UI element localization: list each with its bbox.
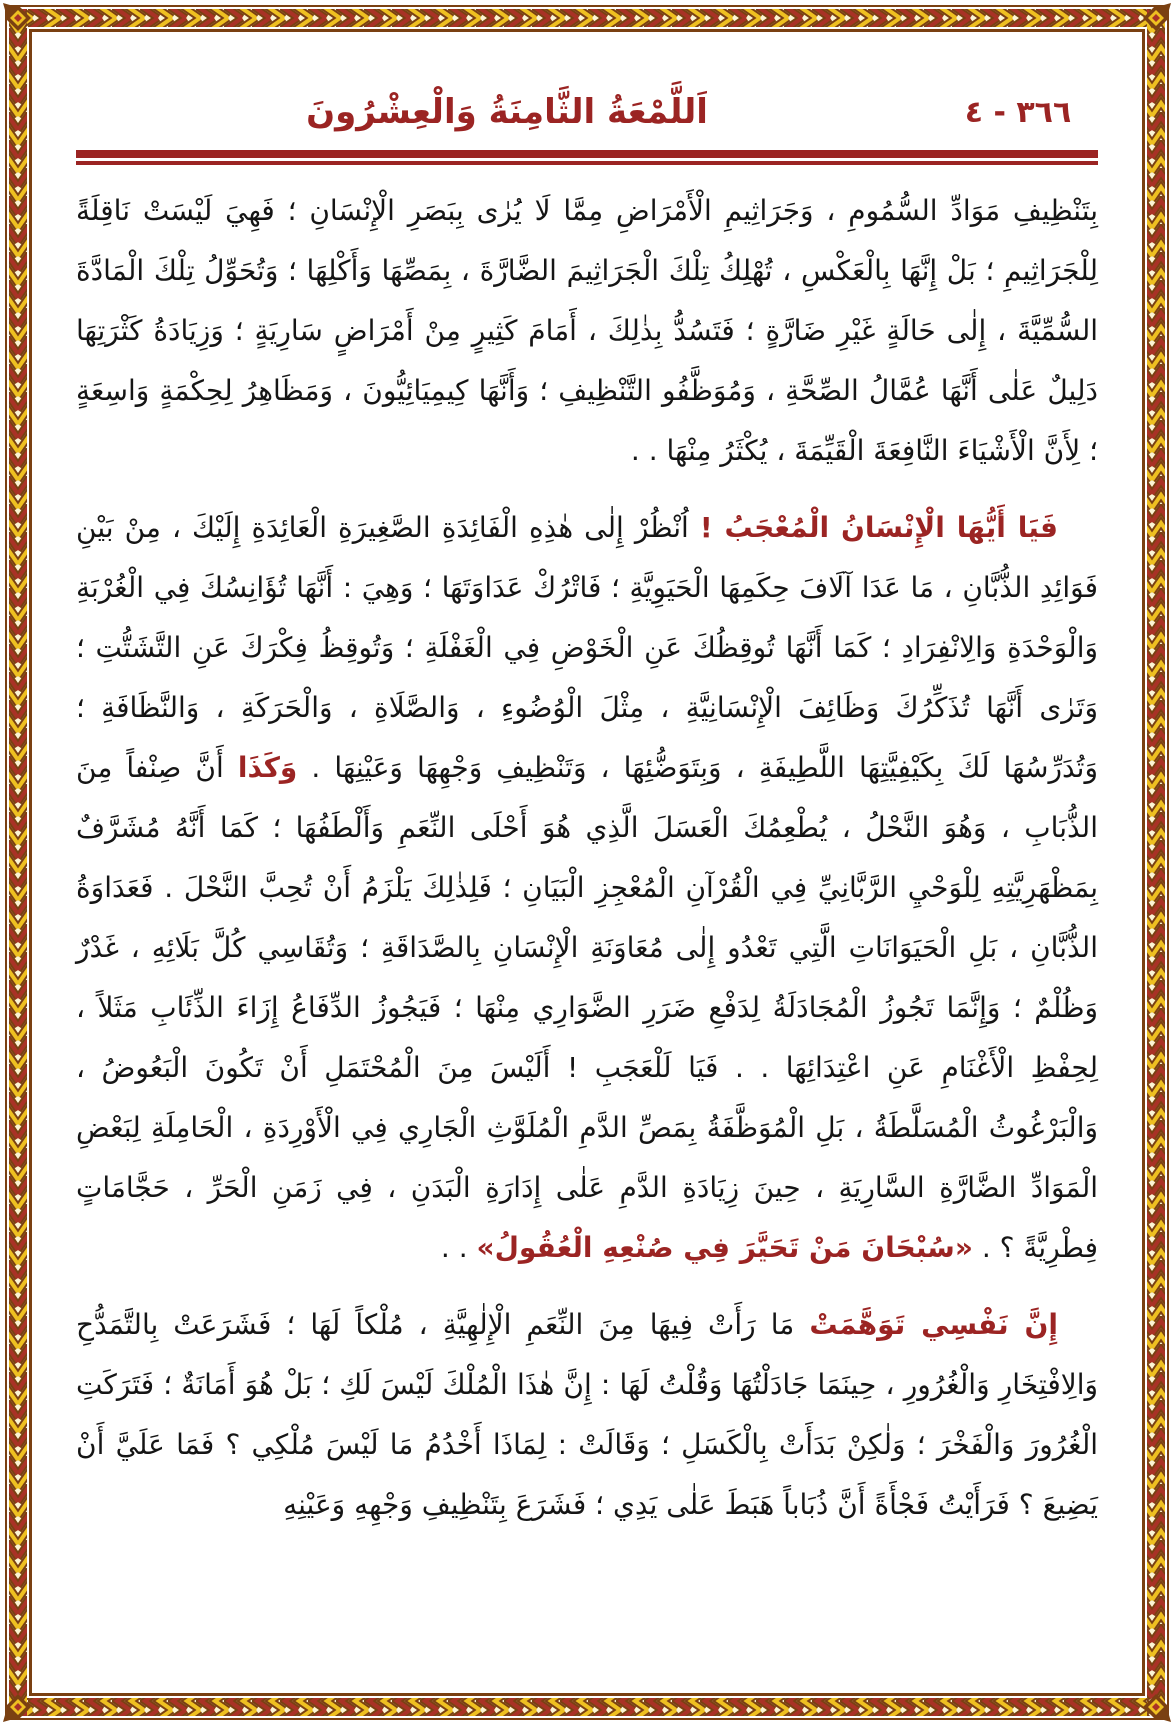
page-header: [76, 78, 1098, 146]
border-band-top: [9, 9, 1165, 27]
paragraph-3-text: مَا رَأَتْ فِيهَا مِنَ النِّعَمِ الْإِلٰهِيَّةِ ، مُلْكاً لَهَا ؛ فَشَرَعَتْ بِالتَّمَدُّحِ وَالِافْتِخَارِ وَالْغُرُورِ ، حِينَمَا جَادَلْتُهَا وَقُلْتُ لَهَا : إِنَّ هٰذَا الْمُلْكَ لَيْسَ لَكِ ؛ بَلْ هُوَ أَمَانَةٌ ؛ فَتَرَكَتِ الْغُرُورَ وَالْفَخْرَ ؛ وَلٰكِنْ بَدَأَتْ بِالْكَسَلِ ؛ وَقَالَتْ : لِمَاذَا أَخْدُمُ مَا لَيْسَ مُلْكِي ؟ فَمَا عَلَيَّ أَنْ يَضِيعَ ؟ فَرَأَيْتُ فَجْأَةً أَنَّ ذُبَاباً هَبَطَ عَلٰى يَدِي ؛ فَشَرَعَ بِتَنْظِيفِ وَجْهِهِ وَعَيْنِهِ: [76, 1308, 1098, 1521]
border-band-bottom: [9, 1698, 1165, 1716]
paragraph-2-text-3: . .: [440, 1231, 477, 1264]
paragraph-1-text: بِتَنْظِيفِ مَوَادِّ السُّمُومِ ، وَجَرَاثِيمِ الْأَمْرَاضِ مِمَّا لَا يُرٰى بِبَصَرِ الْإِنْسَانِ ؛ فَهِيَ لَيْسَتْ نَاقِلَةً لِلْجَرَاثِيمِ ؛ بَلْ إِنَّهَا بِالْعَكْسِ ، تُهْلِكُ تِلْكَ الْجَرَاثِيمَ الضَّارَّةَ ، بِمَصِّهَا وَأَكْلِهَا ؛ وَتُحَوِّلُ تِلْكَ الْمَادَّةَ السُّمِّيَّةَ ، إِلٰى حَالَةٍ غَيْرِ ضَارَّةٍ ؛ فَتَسُدُّ بِذٰلِكَ ، أَمَامَ كَثِيرٍ مِنْ أَمْرَاضٍ سَارِيَةٍ ؛ وَزِيَادَةُ كَثْرَتِهَا دَلِيلٌ عَلٰى أَنَّهَا عُمَّالُ الصِّحَّةِ ، وَمُوَظَّفُو التَّنْظِيفِ ؛ وَأَنَّهَا كِيمِيَائِيُّونَ ، وَمَظَاهِرُ لِحِكْمَةٍ وَاسِعَةٍ ؛ لِأَنَّ الْأَشْيَاءَ النَّافِعَةَ الْقَيِّمَةَ ، يُكْثَرُ مِنْهَا . .: [76, 194, 1098, 467]
paragraph-3-red-opener: إِنَّ نَفْسِي تَوَهَّمَتْ: [809, 1308, 1058, 1341]
header-double-rule: [76, 150, 1098, 165]
paragraph-2: [76, 498, 1098, 1278]
paragraph-2-text-2: أَنَّ صِنْفاً مِنَ الذُّبَابِ ، وَهُوَ النَّحْلُ ، يُطْعِمُكَ الْعَسَلَ الَّذِي هُوَ أَحْلَى النِّعَمِ وَأَلْطَفُهَا ؛ كَمَا أَنَّهُ مُشَرَّفٌ بِمَظْهَرِيَّتِهِ لِلْوَحْيِ الرَّبَّانِيِّ فِي الْقُرْآنِ الْمُعْجِزِ الْبَيَانِ ؛ فَلِذٰلِكَ يَلْزَمُ أَنْ تُحِبَّ النَّحْلَ . فَعَدَاوَةُ الذُّبَّانِ ، بَلِ الْحَيَوَانَاتِ الَّتِي تَعْدُو إِلٰى مُعَاوَنَةِ الْإِنْسَانِ بِالصَّدَاقَةِ ؛ وَتُقَاسِي كُلَّ بَلَائِهِ ، غَدْرٌ وَظُلْمٌ ؛ وَإِنَّمَا تَجُوزُ الْمُجَادَلَةُ لِدَفْعِ ضَرَرِ الضَّوَارِي مِنْهَا ؛ فَيَجُوزُ الدِّفَاعُ إِزَاءَ الذِّئَابِ مَثَلاً ، لِحِفْظِ الْأَغْنَامِ عَنِ اعْتِدَائِهَا . . فَيَا لَلْعَجَبِ ! أَلَيْسَ مِنَ الْمُحْتَمَلِ أَنْ تَكُونَ الْبَعُوضُ ، وَالْبَرْغُوثُ الْمُسَلَّطَةُ ، بَلِ الْمُوَظَّفَةُ بِمَصِّ الدَّمِ الْمُلَوَّثِ الْجَارِي فِي الْأَوْرِدَةِ ، الْحَامِلَةِ لِبَعْضِ الْمَوَادِّ الضَّارَّةِ السَّارِيَةِ ، حِينَ زِيَادَةِ الدَّمِ عَلٰى إِدَارَةِ الْبَدَنِ ، فِي زَمَنِ الْحَرِّ ، حَجَّامَاتٍ فِطْرِيَّةً ؟ .: [76, 751, 1098, 1264]
paragraph-2-red-wakadha: وَكَذَا: [237, 751, 298, 784]
paragraph-2-red-opener: فَيَا أَيُّهَا الْإِنْسَانُ الْمُعْجَبُ !: [699, 511, 1058, 544]
body-text: [76, 181, 1098, 1535]
rule-thin-line: [76, 161, 1098, 165]
paragraph-2-text-1: اُنْظُرْ إِلٰى هٰذِهِ الْفَائِدَةِ الصَّغِيرَةِ الْعَائِدَةِ إِلَيْكَ ، مِنْ بَيْنِ فَوَائِدِ الذُّبَّانِ ، مَا عَدَا آلَافَ حِكَمِهَا الْحَيَوِيَّةِ ؛ فَاتْرُكْ عَدَاوَتَهَا ؛ وَهِيَ : أَنَّهَا تُؤَانِسُكَ فِي الْغُرْبَةِ وَالْوَحْدَةِ وَالِانْفِرَادِ ؛ كَمَا أَنَّهَا تُوقِظُكَ عَنِ الْخَوْضِ فِي الْغَفْلَةِ ؛ وَتُوقِظُ فِكْرَكَ عَنِ التَّشَتُّتِ ؛ وَتَرٰى أَنَّهَا تُذَكِّرُكَ وَظَائِفَ الْإِنْسَانِيَّةِ ، مِثْلَ الْوُضُوءِ ، وَالصَّلَاةِ ، وَالْحَرَكَةِ ، وَالنَّظَافَةِ ؛ وَتُدَرِّسُهَا لَكَ بِكَيْفِيَّتِهَا اللَّطِيفَةِ ، وَبِتَوَضُّئِهَا ، وَتَنْظِيفِ وَجْهِهَا وَعَيْنِهَا .: [76, 511, 1098, 784]
rule-thick-line: [76, 150, 1098, 158]
paragraph-2-red-quote: «سُبْحَانَ مَنْ تَحَيَّرَ فِي صُنْعِهِ الْعُقُولُ»: [476, 1231, 973, 1264]
paragraph-1: [76, 181, 1098, 481]
page-number: ٣٦٦ - ٤: [964, 94, 1072, 130]
page-title: اَللَّمْعَةُ الثَّامِنَةُ وَالْعِشْرُونَ: [306, 92, 708, 132]
border-band-left: [9, 9, 27, 1716]
border-band-right: [1147, 9, 1165, 1716]
page-content: [32, 32, 1142, 1693]
paragraph-3: [76, 1295, 1098, 1535]
